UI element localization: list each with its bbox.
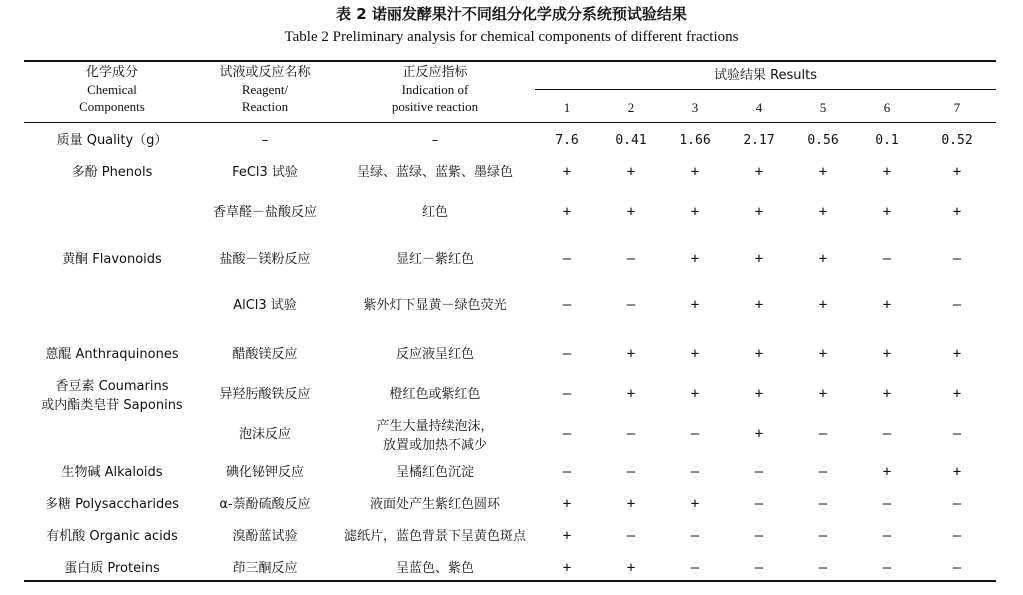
results-header-rule	[535, 89, 996, 90]
component-cell: 多酚 Phenols	[71, 165, 153, 180]
fraction-header-2: 2	[627, 100, 635, 115]
result-cell-fraction-6: –	[882, 251, 892, 267]
result-cell-fraction-7: 0.52	[941, 133, 973, 148]
result-cell-fraction-6: +	[882, 346, 892, 362]
header-reagent-en-1: Reagent/	[241, 82, 289, 97]
result-cell-fraction-1: –	[562, 251, 572, 267]
result-cell-fraction-7: +	[952, 204, 962, 220]
result-cell-fraction-5: +	[818, 297, 828, 313]
result-cell-fraction-3: +	[690, 204, 700, 220]
result-cell-fraction-7: +	[952, 386, 962, 402]
header-indication-en-1: Indication of	[401, 82, 469, 97]
component-cell: 蒽醌 Anthraquinones	[45, 347, 179, 362]
result-cell-fraction-1: –	[562, 386, 572, 402]
result-cell-fraction-1: +	[562, 496, 572, 512]
header-components-cn: 化学成分	[85, 65, 138, 80]
result-cell-fraction-3: –	[690, 560, 700, 576]
result-cell-fraction-7: +	[952, 346, 962, 362]
result-cell-fraction-1: +	[562, 528, 572, 544]
result-cell-fraction-6: –	[882, 496, 892, 512]
indication-cell: 红色	[421, 205, 448, 220]
result-cell-fraction-6: –	[882, 560, 892, 576]
result-cell-fraction-3: +	[690, 251, 700, 267]
reagent-cell: 异羟肟酸铁反应	[219, 387, 311, 402]
result-cell-fraction-5: 0.56	[807, 133, 839, 148]
indication-cell: 呈蓝色、紫色	[395, 561, 474, 576]
reagent-cell: –	[261, 133, 269, 148]
result-cell-fraction-1: +	[562, 164, 572, 180]
component-line-1: 香豆素 Coumarins	[55, 379, 169, 394]
result-cell-fraction-2: 0.41	[615, 133, 647, 148]
indication-cell: 橙红色或紫红色	[389, 387, 481, 402]
indication-line-1: 产生大量持续泡沫，	[376, 419, 494, 434]
header-reagent-cn: 试液或反应名称	[219, 65, 311, 80]
reagent-cell: 醋酸镁反应	[232, 347, 298, 362]
result-cell-fraction-7: –	[952, 560, 962, 576]
result-cell-fraction-6: –	[882, 426, 892, 442]
result-cell-fraction-2: –	[626, 528, 636, 544]
result-cell-fraction-4: +	[754, 297, 764, 313]
result-cell-fraction-5: –	[818, 426, 828, 442]
result-cell-fraction-7: –	[952, 496, 962, 512]
result-cell-fraction-4: +	[754, 426, 764, 442]
reagent-cell: 碘化铋钾反应	[225, 465, 304, 480]
header-reagent	[195, 64, 335, 115]
fraction-header-4: 4	[755, 100, 763, 115]
component-line-2: 或内酯类皂苷 Saponins	[41, 398, 183, 413]
result-cell-fraction-6: +	[882, 297, 892, 313]
fraction-header-6: 6	[883, 100, 891, 115]
result-cell-fraction-1: 7.6	[555, 133, 579, 148]
result-cell-fraction-3: +	[690, 164, 700, 180]
component-cell: 多糖 Polysaccharides	[45, 497, 179, 512]
table-top-rule	[24, 60, 996, 62]
indication-line-2: 放置或加热不减少	[382, 438, 487, 453]
reagent-cell: 溴酚蓝试验	[232, 529, 298, 544]
result-cell-fraction-4: +	[754, 164, 764, 180]
result-cell-fraction-7: –	[952, 528, 962, 544]
result-cell-fraction-7: –	[952, 251, 962, 267]
result-cell-fraction-7: +	[952, 164, 962, 180]
indication-cell: 显红－紫红色	[395, 252, 474, 267]
header-indication-en-2: positive reaction	[391, 99, 479, 114]
fraction-header-5: 5	[819, 100, 827, 115]
result-cell-fraction-1: –	[562, 346, 572, 362]
indication-cell: 呈绿、蓝绿、蓝紫、墨绿色	[356, 165, 513, 180]
result-cell-fraction-2: +	[626, 386, 636, 402]
header-indication	[335, 64, 535, 115]
header-components-en-1: Chemical	[87, 82, 137, 97]
result-cell-fraction-4: –	[754, 464, 764, 480]
result-cell-fraction-1: +	[562, 560, 572, 576]
indication-cell: 滤纸片，蓝色背景下呈黄色斑点	[343, 529, 526, 544]
result-cell-fraction-7: +	[952, 464, 962, 480]
header-components	[24, 64, 200, 115]
result-cell-fraction-2: +	[626, 164, 636, 180]
result-cell-fraction-5: –	[818, 464, 828, 480]
header-results: 试验结果 Results	[713, 68, 818, 83]
result-cell-fraction-2: –	[626, 251, 636, 267]
fraction-header-3: 3	[691, 100, 699, 115]
component-cell: 生物碱 Alkaloids	[61, 465, 163, 480]
component-cell: 质量 Quality（g）	[56, 133, 168, 148]
result-cell-fraction-3: –	[690, 464, 700, 480]
indication-cell	[335, 417, 535, 455]
fraction-header-7: 7	[953, 100, 961, 115]
result-cell-fraction-6: +	[882, 164, 892, 180]
indication-cell: 紫外灯下显黄－绿色荧光	[363, 298, 507, 313]
result-cell-fraction-4: +	[754, 386, 764, 402]
result-cell-fraction-2: –	[626, 297, 636, 313]
result-cell-fraction-2: +	[626, 346, 636, 362]
result-cell-fraction-5: –	[818, 496, 828, 512]
result-cell-fraction-1: –	[562, 426, 572, 442]
table-title-chinese: 表 2 诺丽发酵果汁不同组分化学成分系统预试验结果	[336, 5, 687, 23]
result-cell-fraction-4: –	[754, 560, 764, 576]
result-cell-fraction-1: –	[562, 464, 572, 480]
result-cell-fraction-5: –	[818, 560, 828, 576]
result-cell-fraction-3: 1.66	[679, 133, 711, 148]
component-cell: 黄酮 Flavonoids	[62, 252, 162, 267]
result-cell-fraction-2: +	[626, 496, 636, 512]
table-bottom-rule	[24, 580, 996, 582]
header-components-en-2: Components	[79, 99, 145, 114]
result-cell-fraction-4: +	[754, 251, 764, 267]
result-cell-fraction-6: +	[882, 464, 892, 480]
result-cell-fraction-6: +	[882, 386, 892, 402]
component-cell: 蛋白质 Proteins	[64, 561, 160, 576]
header-indication-cn: 正反应指标	[402, 65, 468, 80]
indication-cell: 呈橘红色沉淀	[395, 465, 474, 480]
result-cell-fraction-1: +	[562, 204, 572, 220]
result-cell-fraction-2: +	[626, 560, 636, 576]
fraction-header-1: 1	[563, 100, 571, 115]
result-cell-fraction-5: +	[818, 386, 828, 402]
result-cell-fraction-2: –	[626, 426, 636, 442]
component-cell	[24, 377, 200, 415]
reagent-cell: 泡沫反应	[238, 427, 291, 442]
reagent-cell: 盐酸－镁粉反应	[219, 252, 311, 267]
result-cell-fraction-1: –	[562, 297, 572, 313]
reagent-cell: AlCl3 试验	[233, 298, 297, 313]
result-cell-fraction-5: –	[818, 528, 828, 544]
indication-cell: 反应液呈红色	[395, 347, 474, 362]
header-reagent-en-2: Reaction	[241, 99, 289, 114]
reagent-cell: α-萘酚硫酸反应	[219, 497, 311, 512]
result-cell-fraction-4: +	[754, 346, 764, 362]
result-cell-fraction-3: –	[690, 426, 700, 442]
result-cell-fraction-2: +	[626, 204, 636, 220]
result-cell-fraction-3: +	[690, 297, 700, 313]
result-cell-fraction-2: –	[626, 464, 636, 480]
header-bottom-rule	[24, 122, 996, 123]
result-cell-fraction-4: +	[754, 204, 764, 220]
result-cell-fraction-6: +	[882, 204, 892, 220]
result-cell-fraction-5: +	[818, 251, 828, 267]
result-cell-fraction-3: +	[690, 386, 700, 402]
result-cell-fraction-4: 2.17	[743, 133, 775, 148]
result-cell-fraction-5: +	[818, 346, 828, 362]
result-cell-fraction-4: –	[754, 528, 764, 544]
reagent-cell: 茚三酮反应	[232, 561, 298, 576]
result-cell-fraction-3: +	[690, 346, 700, 362]
result-cell-fraction-3: +	[690, 496, 700, 512]
result-cell-fraction-6: –	[882, 528, 892, 544]
result-cell-fraction-5: +	[818, 204, 828, 220]
table-title-english: Table 2 Preliminary analysis for chemical components of different fractions	[284, 29, 739, 45]
result-cell-fraction-7: –	[952, 297, 962, 313]
result-cell-fraction-4: –	[754, 496, 764, 512]
result-cell-fraction-6: 0.1	[875, 133, 899, 148]
result-cell-fraction-5: +	[818, 164, 828, 180]
indication-cell: 液面处产生紫红色圆环	[369, 497, 500, 512]
result-cell-fraction-7: –	[952, 426, 962, 442]
reagent-cell: FeCl3 试验	[232, 165, 298, 180]
indication-cell: –	[431, 133, 439, 148]
component-cell: 有机酸 Organic acids	[46, 529, 178, 544]
result-cell-fraction-3: –	[690, 528, 700, 544]
reagent-cell: 香草醛－盐酸反应	[212, 205, 317, 220]
